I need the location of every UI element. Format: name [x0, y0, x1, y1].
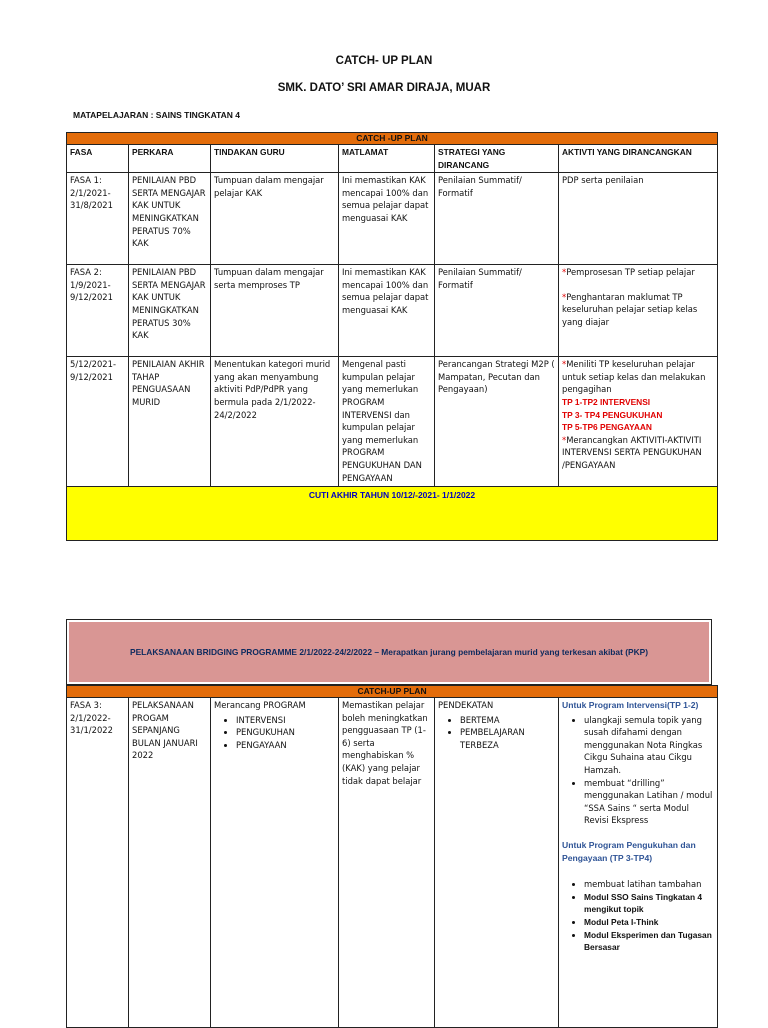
fasa3-strategi-text: PENDEKATAN — [438, 700, 494, 710]
row2-fasa: FASA 2: 1/9/2021-9/12/2021 — [67, 265, 129, 357]
tindakan-list — [214, 714, 335, 752]
row3-aktiviti-item-1: Meniliti TP keseluruhan pelajar untuk setiap kelas dan melakukan pengagihan — [562, 359, 706, 395]
row3-matlamat: Mengenal pasti kumpulan pelajar yang memerlukan PROGRAM INTERVENSI dan kumpulan pelajar yang memerlukan PROGRAM PENGUKUHAN DAN PENGAYAAN — [339, 357, 435, 487]
col-tindakan-guru: TINDAKAN GURU — [211, 145, 339, 173]
bridging-subtitle: – Merapatkan jurang pembelajaran murid yang terkesan akibat (PKP) — [372, 647, 648, 657]
row2-strategi: Penilaian Summatif/ Formatif — [435, 265, 559, 357]
strategi-list — [438, 714, 555, 752]
list-item: • INTERVENSI — [236, 714, 335, 727]
fasa3-aktiviti — [559, 698, 718, 1028]
asterisk-marker: * — [562, 359, 567, 370]
col-perkara: PERKARA — [129, 145, 211, 173]
list-item: • Modul Peta I-Think — [584, 916, 714, 929]
row2-aktiviti-item-1: Pemprosesan TP setiap pelajar — [566, 267, 695, 278]
fasa3-strategi — [435, 698, 559, 1028]
list-item: • PENGUKUHAN — [236, 726, 335, 739]
bridging-title: PELAKSANAAN BRIDGING PROGRAMME 2/1/2022-24/2/2022 — [129, 647, 372, 657]
fasa3-perkara: PELAKSANAAN PROGAM SEPANJANG BULAN JANUARI 2022 — [129, 698, 211, 1028]
row1-perkara: PENILAIAN PBD SERTA MENGAJAR KAK UNTUK MENINGKATKAN PERATUS 70% KAK — [129, 173, 211, 265]
catch-up-table-2 — [66, 685, 718, 1028]
col-matlamat: MATLAMAT — [339, 145, 435, 173]
fasa3-tindakan — [211, 698, 339, 1028]
row1-aktiviti: PDP serta penilaian — [559, 173, 718, 265]
table2-header-bar: CATCH-UP PLAN — [67, 686, 718, 698]
bridging-programme-banner — [66, 619, 712, 685]
bridging-programme-text — [69, 622, 709, 682]
fasa3-matlamat: Memastikan pelajar boleh meningkatkan pengguasaan TP (1-6) serta menghabiskan % (KAK) yang pelajar tidak dapat belajar — [339, 698, 435, 1028]
list-item: • Modul SSO Sains Tingkatan 4 mengikut topik — [584, 891, 714, 916]
pengukuhan-list — [562, 878, 714, 954]
asterisk-marker: * — [562, 291, 567, 302]
row3-tindakan: Menentukan kategori murid yang akan menyambung aktiviti PdP/PdPR yang bermula pada 2/1/2022-24/2/2022 — [211, 357, 339, 487]
catch-up-table-1 — [66, 132, 718, 541]
row2-aktiviti-item-2: Penghantaran maklumat TP keseluruhan pelajar setiap kelas yang diajar — [562, 291, 698, 327]
list-item: • Modul Eksperimen dan Tugasan Bersasar — [584, 929, 714, 954]
school-name: SMK. DATO’ SRI AMAR DIRAJA, MUAR — [277, 82, 491, 94]
asterisk-marker: * — [562, 267, 567, 278]
row3-aktiviti — [559, 357, 718, 487]
tp-intervensi-label: TP 1-TP2 INTERVENSI — [562, 396, 651, 407]
table-row — [67, 357, 718, 487]
asterisk-marker: * — [562, 434, 567, 445]
table-row — [67, 265, 718, 357]
col-strategi: STRATEGI YANG DIRANCANG — [435, 145, 559, 173]
row2-aktiviti — [559, 265, 718, 357]
row2-tindakan: Tumpuan dalam mengajar serta memproses TP — [211, 265, 339, 357]
row3-fasa: 5/12/2021-9/12/2021 — [67, 357, 129, 487]
list-item: • PEMBELAJARAN TERBEZA — [460, 726, 555, 751]
row1-strategi: Penilaian Summatif/ Formatif — [435, 173, 559, 265]
row1-fasa: FASA 1: 2/1/2021-31/8/2021 — [67, 173, 129, 265]
holiday-banner: CUTI AKHIR TAHUN 10/12/-2021- 1/1/2022 — [67, 487, 718, 541]
fasa3-tindakan-text: Merancang PROGRAM — [214, 700, 306, 710]
table1-header-bar: CATCH -UP PLAN — [67, 133, 718, 145]
list-item — [584, 777, 714, 827]
fasa3-fasa: FASA 3: 2/1/2022-31/1/2022 — [67, 698, 129, 1028]
list-item: • membuat latihan tambahan — [584, 878, 714, 891]
row3-aktiviti-item-2: Merancangkan AKTIVITI-AKTIVITI INTERVENSI SERTA PENGUKUHAN /PENGAYAAN — [562, 434, 702, 470]
row2-matlamat: Ini memastikan KAK mencapai 100% dan semua pelajar dapat menguasai KAK — [339, 265, 435, 357]
table-row — [67, 173, 718, 265]
row1-tindakan: Tumpuan dalam mengajar pelajar KAK — [211, 173, 339, 265]
list-item: • BERTEMA — [460, 714, 555, 727]
col-fasa: FASA — [67, 145, 129, 173]
row3-perkara: PENILAIAN AKHIR TAHAP PENGUASAAN MURID — [129, 357, 211, 487]
row2-perkara: PENILAIAN PBD SERTA MENGAJAR KAK UNTUK MENINGKATKAN PERATUS 30% KAK — [129, 265, 211, 357]
tp-pengukuhan-label: TP 3- TP4 PENGUKUHAN — [562, 409, 663, 420]
document-title: CATCH- UP PLAN — [335, 55, 433, 67]
table-row — [67, 698, 718, 1028]
row1-matlamat: Ini memastikan KAK mencapai 100% dan semua pelajar dapat menguasai KAK — [339, 173, 435, 265]
list-item: • PENGAYAAN — [236, 739, 335, 752]
intervensi-list — [562, 714, 714, 827]
intervensi-heading: Untuk Program Intervensi(TP 1-2) — [562, 700, 699, 710]
list-item: • ulangkaji semula topik yang susah difahami dengan menggunakan Nota Ringkas Cikgu Suhaina atau Cikgu Hamzah. — [584, 714, 714, 777]
row3-strategi: Perancangan Strategi M2P ( Mampatan, Pecutan dan Pengayaan) — [435, 357, 559, 487]
table1-column-headers — [67, 145, 718, 173]
tp-pengayaan-label: TP 5-TP6 PENGAYAAN — [562, 422, 652, 433]
pengukuhan-heading: Untuk Program Pengukuhan dan Pengayaan (TP 3-TP4) — [562, 839, 696, 863]
drilling-text: membuat “drilling” menggunakan Latihan / modul “SSA Sains “ serta Modul Revisi Ekspress — [584, 777, 713, 826]
col-aktiviti: AKTIVTI YANG DIRANCANGKAN — [559, 145, 718, 173]
subject-line: MATAPELAJARAN : SAINS TINGKATAN 4 — [73, 110, 241, 120]
